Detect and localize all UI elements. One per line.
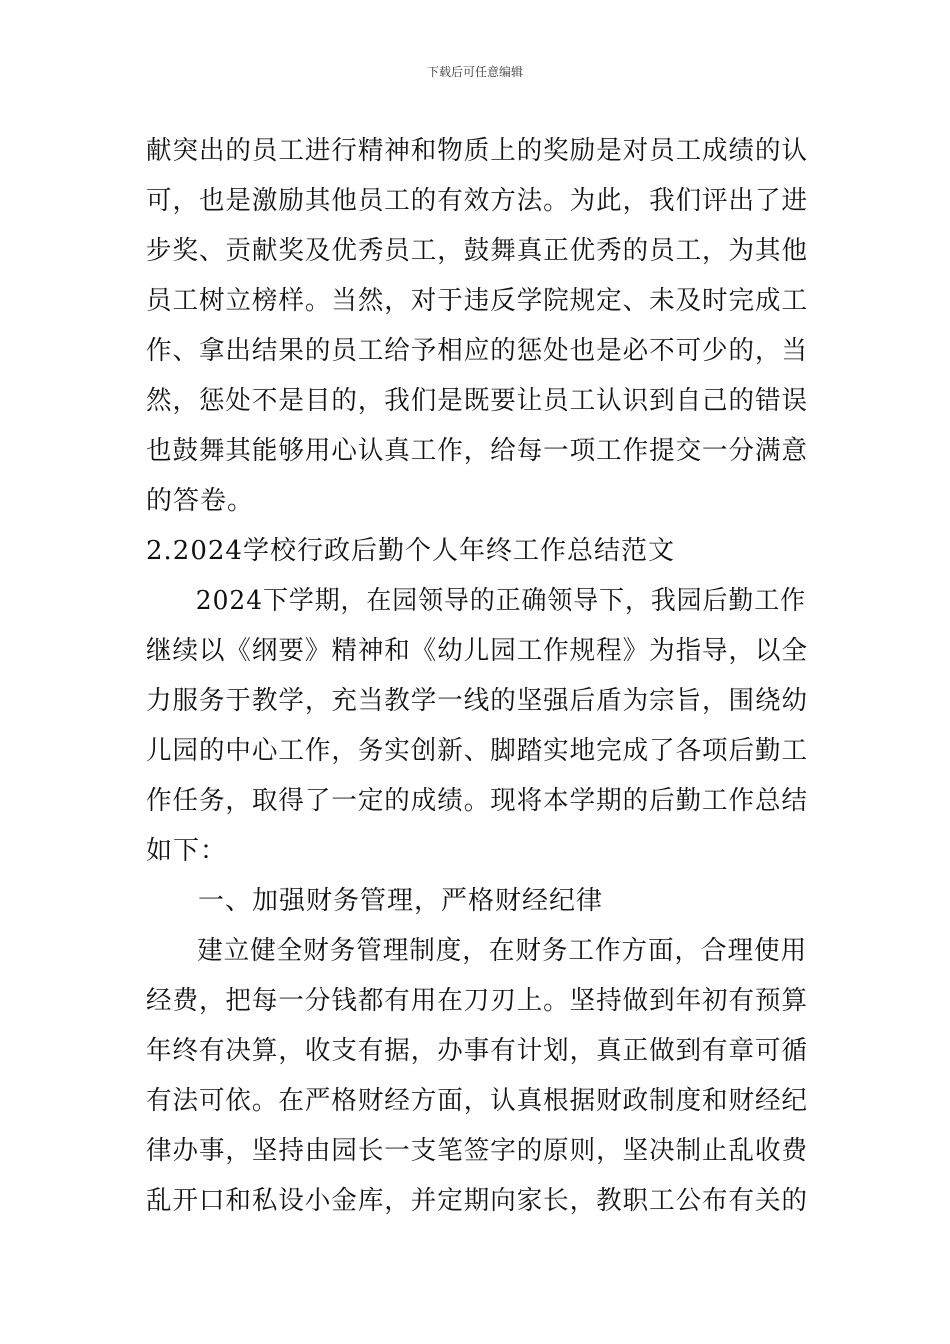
text-line: 可，也是激励其他员工的有效方法。为此，我们评出了进 — [146, 186, 808, 216]
text-line: 也鼓舞其能够用心认真工作，给每一项工作提交一分满意 — [146, 436, 808, 466]
text-line: 2024下学期，在园领导的正确领导下，我园后勤工作 — [195, 586, 806, 616]
text-line: 乱开口和私设小金库，并定期向家长，教职工公布有关的 — [146, 1186, 808, 1216]
text-line: 有法可依。在严格财经方面，认真根据财政制度和财经纪 — [146, 1086, 808, 1116]
page-header: 下载后可任意编辑 — [426, 65, 523, 79]
text-line: 的答卷。 — [146, 486, 255, 516]
text-line: 2.2024学校行政后勤个人年终工作总结范文 — [146, 536, 675, 566]
text-line: 儿园的中心工作，务实创新、脚踏实地完成了各项后勤工 — [146, 736, 808, 766]
text-line: 员工树立榜样。当然，对于违反学院规定、未及时完成工 — [146, 286, 808, 316]
text-line: 然，惩处不是目的，我们是既要让员工认识到自己的错误 — [146, 386, 808, 416]
text-line: 力服务于教学，充当教学一线的坚强后盾为宗旨，围绕幼 — [146, 686, 808, 716]
text-line: 如下： — [146, 836, 228, 866]
text-line: 建立健全财务管理制度，在财务工作方面，合理使用 — [197, 936, 808, 966]
text-line: 律办事，坚持由园长一支笔签字的原则，坚决制止乱收费 — [146, 1136, 808, 1166]
text-line: 作、拿出结果的员工给予相应的惩处也是必不可少的，当 — [146, 336, 808, 366]
document-body — [146, 126, 808, 1226]
text-line: 步奖、贡献奖及优秀员工，鼓舞真正优秀的员工，为其他 — [146, 236, 808, 266]
text-line: 继续以《纲要》精神和《幼儿园工作规程》为指导，以全 — [146, 636, 808, 666]
text-line: 献突出的员工进行精神和物质上的奖励是对员工成绩的认 — [146, 136, 808, 166]
text-line: 经费，把每一分钱都有用在刀刃上。坚持做到年初有预算 — [146, 986, 808, 1016]
text-line: 年终有决算，收支有据，办事有计划，真正做到有章可循 — [146, 1036, 808, 1066]
text-line: 作任务，取得了一定的成绩。现将本学期的后勤工作总结 — [146, 786, 808, 816]
text-line: 一、加强财务管理，严格财经纪律 — [198, 886, 604, 916]
